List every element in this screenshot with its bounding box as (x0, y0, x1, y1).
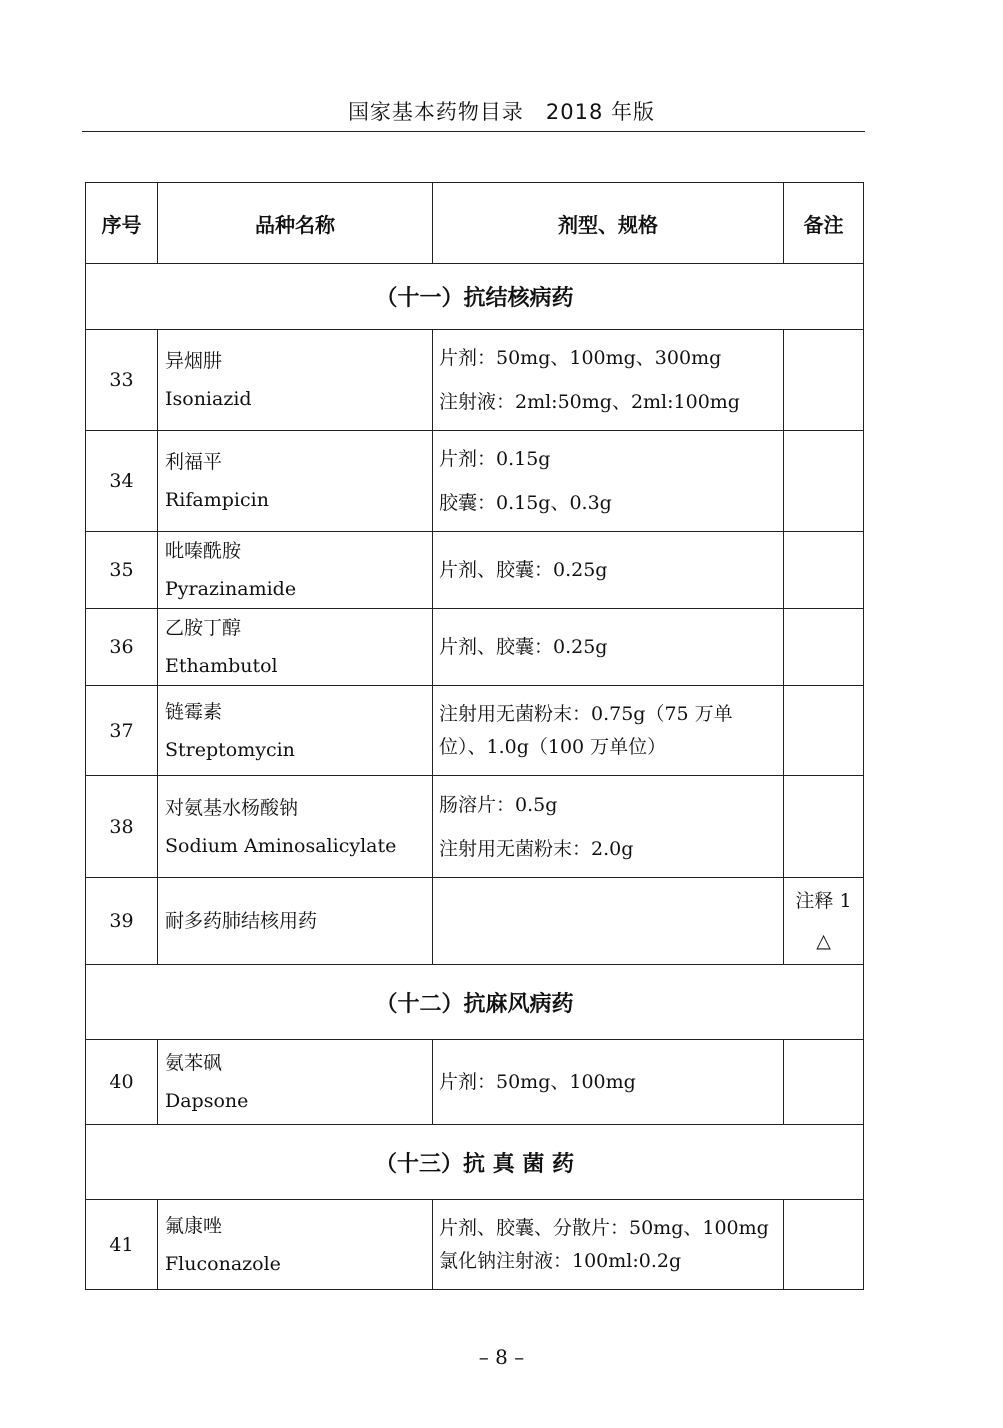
spec-line: 片剂：0.15g (439, 448, 551, 470)
note-cell (784, 878, 864, 965)
drug-name-cn: 利福平 (165, 451, 223, 473)
spec-line: 氯化钠注射液：100ml:0.2g (439, 1249, 682, 1272)
drug-name-cell (158, 532, 433, 609)
note-cell (784, 1040, 864, 1125)
spec-line: 胶囊：0.15g、0.3g (439, 492, 612, 514)
section-header-row (86, 264, 864, 330)
drug-name-cell (158, 1200, 433, 1290)
spec-cell (433, 1040, 784, 1125)
row-seq: 41 (86, 1200, 158, 1290)
page-number: – 8 – (478, 1345, 525, 1369)
note-cell (784, 1200, 864, 1290)
spec-line: 片剂、胶囊：0.25g (439, 559, 608, 581)
row-seq: 38 (86, 776, 158, 878)
triangle-icon: △ (816, 930, 831, 952)
spec-cell (433, 330, 784, 431)
drug-name-cn: 吡嗪酰胺 (165, 540, 242, 562)
column-header-name: 品种名称 (158, 183, 433, 264)
table-row (86, 431, 864, 532)
spec-line: 片剂：50mg、100mg (439, 1071, 636, 1093)
spec-cell (433, 532, 784, 609)
row-seq: 39 (86, 878, 158, 965)
table-row (86, 878, 864, 965)
header-divider (82, 131, 865, 132)
drug-name-cn: 氟康唑 (165, 1214, 223, 1237)
row-seq: 33 (86, 330, 158, 431)
section-title: （十一）抗结核病药 (86, 264, 864, 330)
column-header-note: 备注 (784, 183, 864, 264)
drug-name-en: Ethambutol (165, 655, 278, 677)
drug-name-en: Isoniazid (165, 388, 252, 410)
note-cell (784, 330, 864, 431)
drug-name-cn: 耐多药肺结核用药 (165, 910, 318, 932)
row-seq: 40 (86, 1040, 158, 1125)
section-title: （十三）抗 真 菌 药 (86, 1125, 864, 1200)
spec-line: 片剂、胶囊：0.25g (439, 636, 608, 658)
table-row (86, 1200, 864, 1290)
spec-line: 注射用无菌粉末：0.75g（75 万单 (439, 702, 733, 725)
section-title: （十二）抗麻风病药 (86, 965, 864, 1040)
drug-name-cell (158, 330, 433, 431)
column-header-seq: 序号 (86, 183, 158, 264)
spec-cell (433, 776, 784, 878)
table-row (86, 1040, 864, 1125)
note-cell (784, 776, 864, 878)
page-header-title: 国家基本药物目录 2018 年版 (347, 100, 656, 124)
drug-name-cell (158, 686, 433, 776)
note-cell (784, 686, 864, 776)
row-seq: 35 (86, 532, 158, 609)
note-cell (784, 532, 864, 609)
table-row (86, 686, 864, 776)
spec-cell (433, 686, 784, 776)
drug-name-en: Fluconazole (165, 1252, 281, 1275)
row-seq: 36 (86, 609, 158, 686)
drug-name-en: Rifampicin (165, 489, 269, 511)
drug-name-cn: 链霉素 (165, 700, 223, 723)
spec-line: 片剂、胶囊、分散片：50mg、100mg (439, 1216, 769, 1239)
drug-name-cn: 对氨基水杨酸钠 (165, 796, 299, 819)
spec-cell (433, 609, 784, 686)
drug-name-cn: 乙胺丁醇 (165, 617, 242, 639)
drug-name-cell (158, 431, 433, 532)
drug-name-en: Sodium Aminosalicylate (165, 834, 397, 857)
spec-line: 肠溶片：0.5g (439, 793, 558, 816)
note-text: 注释 1 (795, 890, 852, 912)
drug-name-cn: 氨苯砜 (165, 1052, 223, 1074)
drug-name-en: Dapsone (165, 1090, 249, 1112)
note-cell (784, 431, 864, 532)
section-header-row (86, 1125, 864, 1200)
spec-line: 片剂：50mg、100mg、300mg (439, 347, 722, 369)
essential-medicines-table (85, 182, 864, 1290)
table-row (86, 330, 864, 431)
spec-cell (433, 431, 784, 532)
row-seq: 37 (86, 686, 158, 776)
spec-line: 注射液：2ml:50mg、2ml:100mg (439, 391, 740, 413)
drug-name-en: Pyrazinamide (165, 578, 297, 600)
drug-name-cell (158, 878, 433, 965)
drug-name-cn: 异烟肼 (165, 350, 223, 372)
column-header-spec: 剂型、规格 (433, 183, 784, 264)
drug-name-cell (158, 609, 433, 686)
spec-cell (433, 878, 784, 965)
section-header-row (86, 965, 864, 1040)
note-cell (784, 609, 864, 686)
table-row (86, 609, 864, 686)
table-row (86, 532, 864, 609)
table-header-row (86, 183, 864, 264)
drug-name-en: Streptomycin (165, 738, 295, 761)
spec-line: 位）、1.0g（100 万单位） (439, 735, 667, 758)
spec-cell (433, 1200, 784, 1290)
drug-name-cell (158, 776, 433, 878)
table-row (86, 776, 864, 878)
row-seq: 34 (86, 431, 158, 532)
spec-line: 注射用无菌粉末：2.0g (439, 837, 634, 860)
drug-name-cell (158, 1040, 433, 1125)
